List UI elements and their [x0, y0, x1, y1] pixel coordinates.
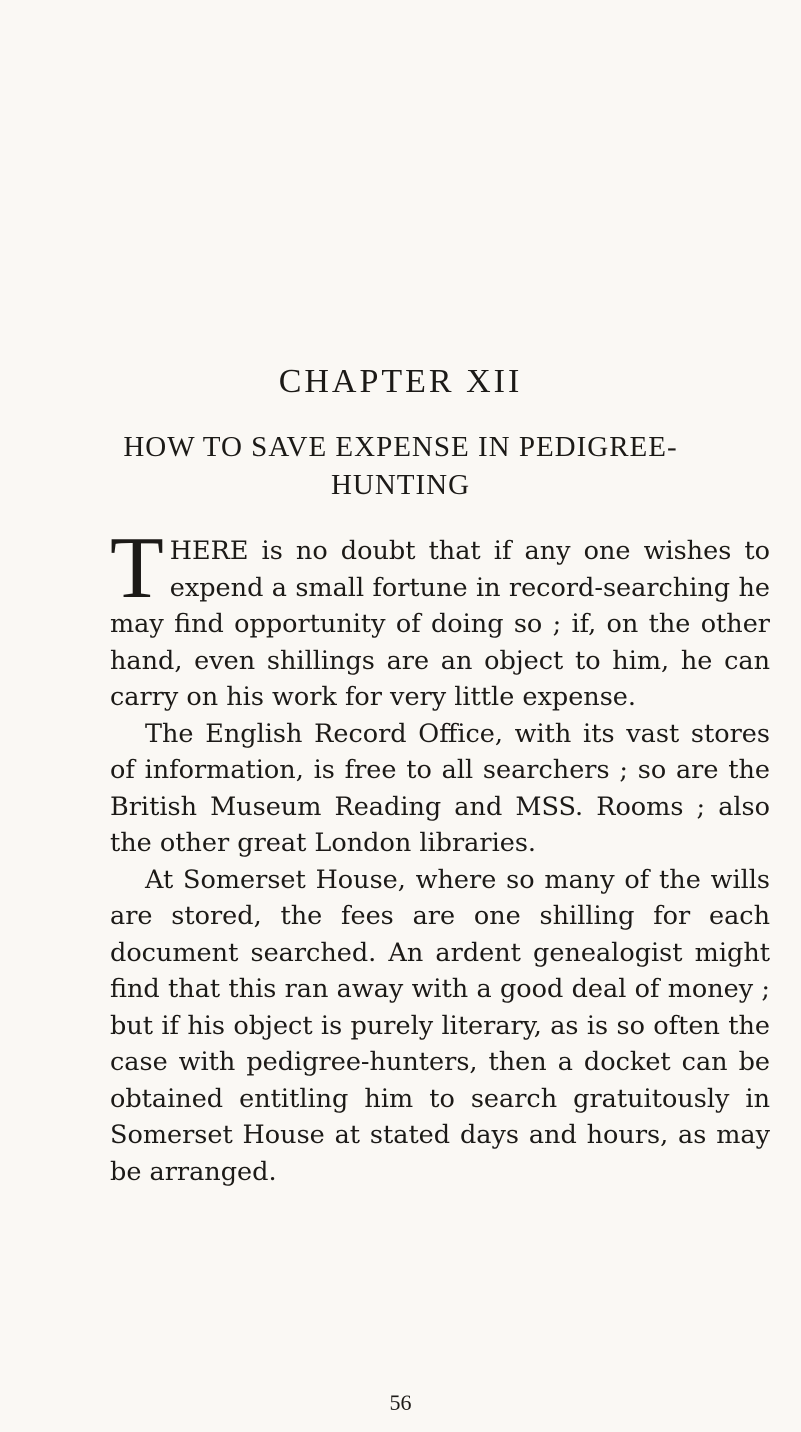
paragraph-1: [110, 520, 770, 716]
paragraph-2: The English Record Office, with its vast stores of information, is free to all searchers ; so are the British Museum Reading and MSS. Rooms ; also the other great London libraries.: [110, 718, 770, 858]
chapter-heading: CHAPTER XII: [278, 363, 523, 400]
paragraph-3: At Somerset House, where so many of the wills are stored, the fees are one shilling for each document searched. An ardent genealogist might find that this ran away with a good deal of money ; but if his object is purely literary, as is so often the case with pedigree-hunters, then a docket can be obtained entitling him to search gratuitously in Somerset House at stated days and hours, as may be arranged.: [110, 864, 770, 1187]
drop-cap: T: [110, 520, 164, 617]
page-number: 56: [389, 1390, 412, 1415]
paragraph-1-text: HERE is no doubt that if any one wishes to expend a small fortune in record-searching he may find opportunity of doing so ; if, on the other hand, even shillings are an object to him, he can carry on his work for very little expense.: [110, 536, 770, 712]
chapter-title: HOW TO SAVE EXPENSE IN PEDIGREE-HUNTING: [123, 431, 678, 501]
body-text: [110, 520, 770, 1190]
